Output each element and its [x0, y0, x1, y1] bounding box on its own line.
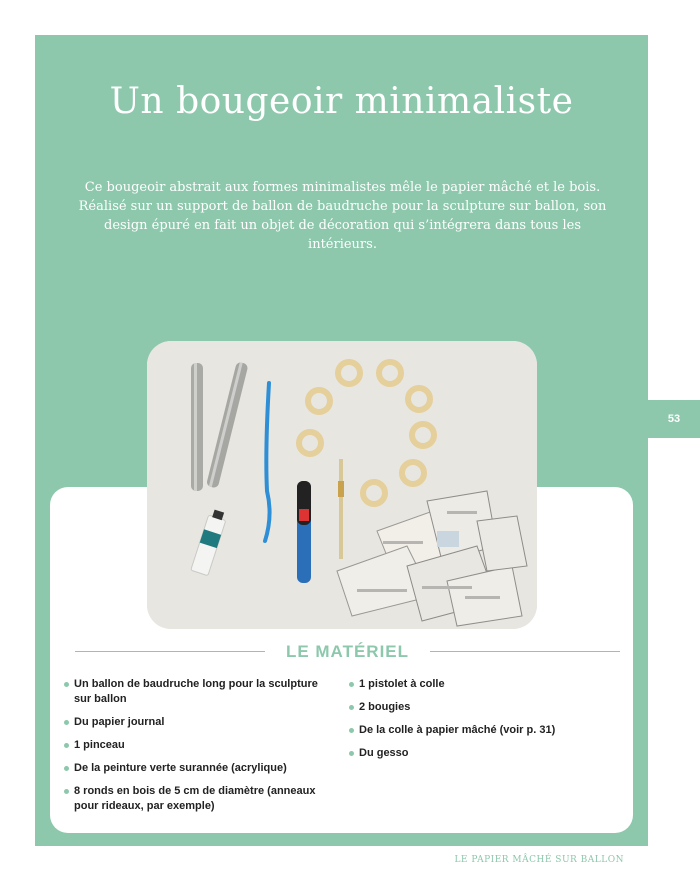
list-item: Du gesso	[349, 746, 589, 761]
intro-text: Ce bougeoir abstrait aux formes minimalistes mêle le papier mâché et le bois. Réalisé sur un support de ballon de baudruche pour la sculpture sur ballon, son design épuré en fait un objet de décoration qui s’intégrera dans tous les intérieurs.	[78, 180, 607, 252]
list-item: 8 ronds en bois de 5 cm de diamètre (anneaux pour rideaux, par exemple)	[64, 784, 324, 814]
materials-illustration	[147, 341, 537, 629]
bullet-icon	[64, 743, 69, 748]
materials-list-left	[64, 677, 324, 822]
heading-rule-right	[430, 651, 620, 652]
bullet-icon	[64, 789, 69, 794]
materials-title: LE MATÉRIEL	[285, 642, 410, 661]
materials-heading	[75, 640, 620, 664]
list-item: Du papier journal	[64, 715, 324, 730]
candle-left	[191, 363, 203, 491]
materials-list-right	[349, 677, 589, 769]
list-item: 1 pinceau	[64, 738, 324, 753]
materials-photo	[147, 341, 537, 629]
glue-gun	[297, 481, 311, 583]
bullet-icon	[64, 682, 69, 687]
bullet-icon	[349, 682, 354, 687]
bullet-icon	[349, 728, 354, 733]
list-item: 1 pistolet à colle	[349, 677, 589, 692]
page-number: 53	[648, 400, 700, 438]
bullet-icon	[64, 720, 69, 725]
list-item: De la peinture verte surannée (acrylique)	[64, 761, 324, 776]
bullet-icon	[349, 751, 354, 756]
list-item: 2 bougies	[349, 700, 589, 715]
list-item: Un ballon de baudruche long pour la sculpture sur ballon	[64, 677, 324, 707]
running-footer: LE PAPIER MÂCHÉ SUR BALLON	[454, 855, 624, 865]
page-title: Un bougeoir minimaliste	[109, 81, 574, 122]
list-item: De la colle à papier mâché (voir p. 31)	[349, 723, 589, 738]
bullet-icon	[349, 705, 354, 710]
bullet-icon	[64, 766, 69, 771]
